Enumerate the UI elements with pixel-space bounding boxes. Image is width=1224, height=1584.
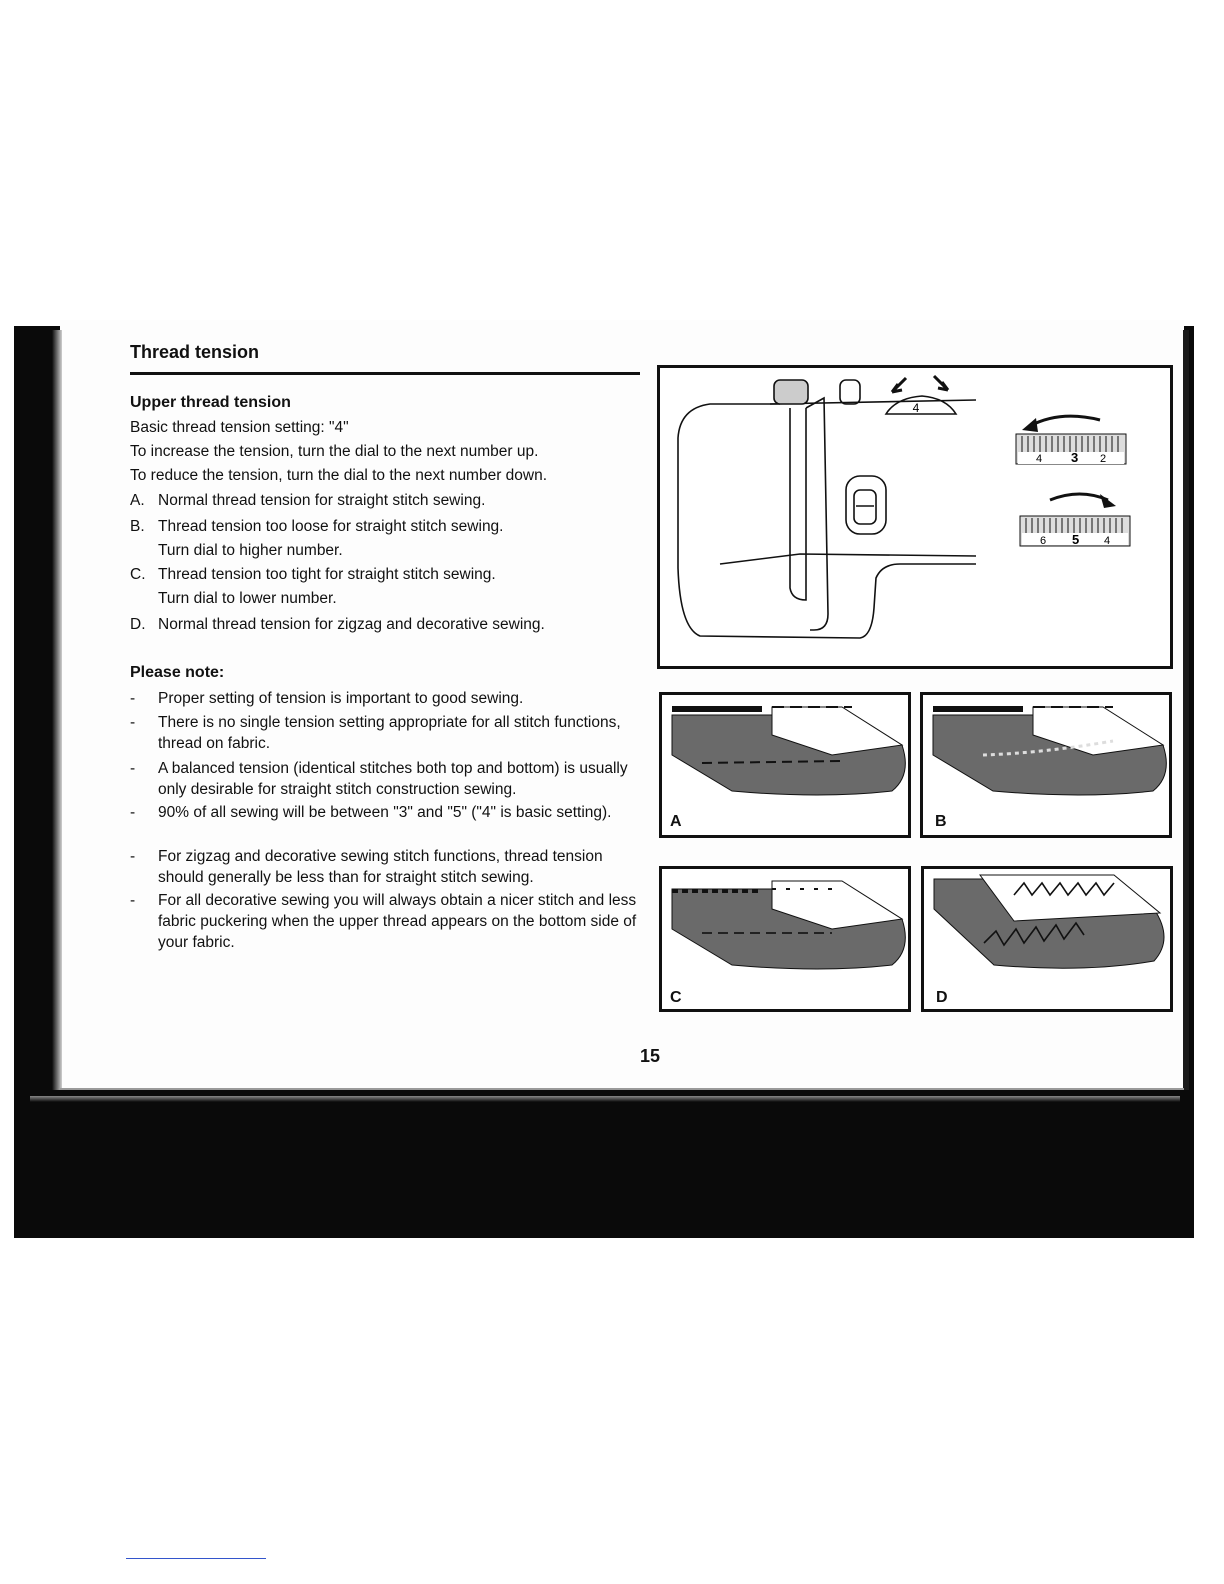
- dial-down-right-number: 2: [1100, 453, 1107, 465]
- figure-label-d: D: [936, 989, 948, 1006]
- intro-line: To reduce the tension, turn the dial to the next number down.: [130, 467, 548, 484]
- figure-label-b: B: [935, 813, 947, 830]
- case-marker: D.: [130, 616, 146, 633]
- note-text: 90% of all sewing will be between "3" and "5" ("4" is basic setting).: [158, 804, 612, 821]
- subsection-title: Upper thread tension: [130, 394, 291, 411]
- page-bottom-shadow: [30, 1096, 1180, 1102]
- figure-label-c: C: [670, 989, 682, 1006]
- case-text: Normal thread tension for straight stitch sewing.: [158, 492, 486, 509]
- arrow-left-icon: [1030, 416, 1100, 426]
- case-marker: A.: [130, 492, 145, 509]
- tension-dial-illustration: [657, 365, 1173, 669]
- note-text: There is no single tension setting appropriate for all stitch functions, thread on fabric.: [158, 714, 621, 752]
- page-number: 15: [640, 1046, 661, 1066]
- binding-shadow: [52, 330, 62, 1090]
- intro-line: Basic thread tension setting: "4": [130, 419, 349, 436]
- fabric-drawing-a: [662, 695, 908, 835]
- note-text: Proper setting of tension is important to good sewing.: [158, 690, 524, 707]
- note-dash: -: [130, 760, 136, 777]
- title-rule: [130, 372, 640, 375]
- case-text: Thread tension too tight for straight stitch sewing.: [158, 566, 496, 583]
- note-text: For zigzag and decorative sewing stitch functions, thread tension should generally be less than for straight stitch sewing.: [158, 848, 603, 886]
- dial-up-left-number: 6: [1040, 535, 1047, 547]
- note-dash: -: [130, 714, 136, 731]
- fabric-figure-d: [921, 866, 1173, 1012]
- fabric-figure-c: [659, 866, 911, 1012]
- case-marker: B.: [130, 518, 145, 535]
- dial-up-right-number: 4: [1104, 535, 1111, 547]
- note-dash: -: [130, 848, 136, 865]
- dial-up-center-number: 5: [1072, 532, 1080, 547]
- fabric-drawing-b: [923, 695, 1169, 835]
- note-dash: -: [130, 892, 136, 909]
- case-text: Thread tension too loose for straight stitch sewing.: [158, 518, 504, 535]
- fabric-drawing-c: [662, 869, 908, 1009]
- note-title: Please note:: [130, 664, 225, 681]
- intro-line: To increase the tension, turn the dial to the next number up.: [130, 443, 539, 460]
- case-text: Turn dial to lower number.: [158, 590, 337, 607]
- fabric-drawing-d: [924, 869, 1170, 1009]
- section-title: Thread tension: [130, 342, 260, 362]
- note-dash: -: [130, 690, 136, 707]
- fabric-figure-a: [659, 692, 911, 838]
- dial-number-center: 4: [912, 401, 920, 415]
- footer-underline: [126, 1558, 266, 1559]
- page-edge: [1183, 330, 1189, 1090]
- case-marker: C.: [130, 566, 146, 583]
- case-text: Normal thread tension for zigzag and decorative sewing.: [158, 616, 545, 633]
- sewing-machine-drawing: [660, 368, 1170, 666]
- note-text: For all decorative sewing you will always obtain a nicer stitch and less fabric puckering when the upper thread appears on the bottom side of your fabric.: [158, 892, 637, 951]
- case-text: Turn dial to higher number.: [158, 542, 343, 559]
- dial-down-center-number: 3: [1071, 450, 1079, 465]
- note-dash: -: [130, 804, 136, 821]
- arrow-right-icon: [1050, 494, 1108, 500]
- figure-label-a: A: [670, 813, 682, 830]
- note-text: A balanced tension (identical stitches both top and bottom) is usually only desirable for straight stitch construction sewing.: [158, 760, 628, 798]
- page-bottom-edge: [60, 1088, 1184, 1090]
- fabric-figure-b: [920, 692, 1172, 838]
- dial-down-left-number: 4: [1036, 453, 1043, 465]
